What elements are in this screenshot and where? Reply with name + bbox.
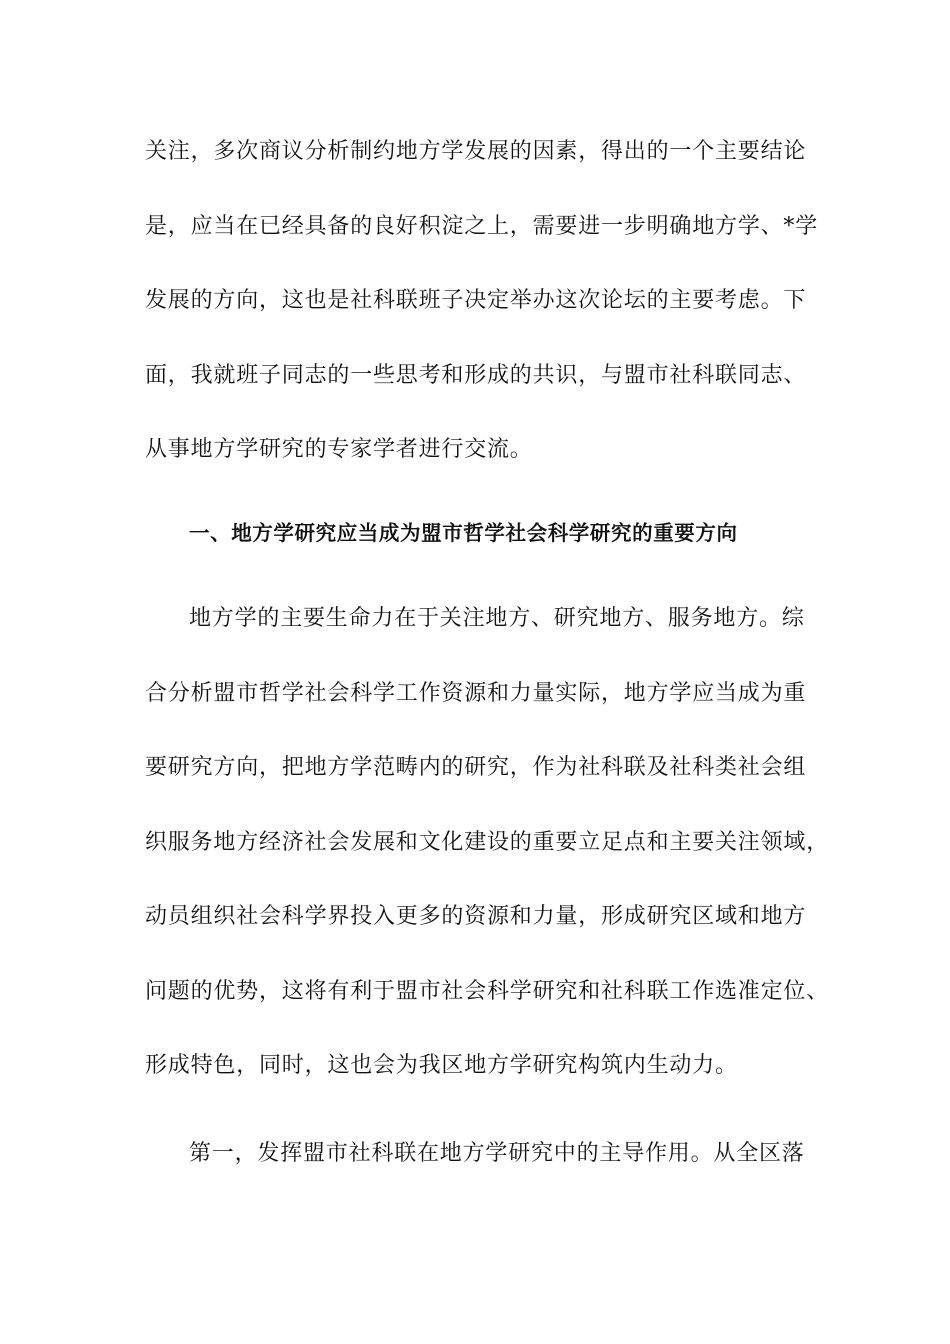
paragraph-1-line-5: 从事地方学研究的专家学者进行交流。 [145, 437, 533, 462]
paragraph-2-line-4: 织服务地方经济社会发展和文化建设的重要立足点和主要关注领域， [145, 830, 830, 855]
paragraph-2-line-2: 合分析盟市哲学社会科学工作资源和力量实际，地方学应当成为重 [145, 681, 807, 706]
paragraph-2-line-6: 问题的优势，这将有利于盟市社会科学研究和社科联工作选准定位、 [145, 979, 830, 1004]
paragraph-1-line-4: 面，我就班子同志的一些思考和形成的共识，与盟市社科联同志、 [145, 363, 807, 388]
paragraph-1-line-2: 是，应当在已经具备的良好积淀之上，需要进一步明确地方学、*学 [145, 214, 819, 239]
paragraph-2-line-7: 形成特色，同时，这也会为我区地方学研究构筑内生动力。 [145, 1053, 738, 1078]
paragraph-3-line-1: 第一，发挥盟市社科联在地方学研究中的主导作用。从全区落 [189, 1141, 805, 1166]
paragraph-2-line-5: 动员组织社会科学界投入更多的资源和力量，形成研究区域和地方 [145, 904, 807, 929]
paragraph-2-line-1: 地方学的主要生命力在于关注地方、研究地方、服务地方。综 [189, 606, 805, 631]
section-heading: 一、地方学研究应当成为盟市哲学社会科学研究的重要方向 [189, 521, 738, 545]
paragraph-2-line-3: 要研究方向，把地方学范畴内的研究，作为社科联及社科类社会组 [145, 755, 807, 780]
paragraph-1-line-3: 发展的方向，这也是社科联班子决定举办这次论坛的主要考虑。下 [145, 288, 807, 313]
paragraph-1-line-1: 关注，多次商议分析制约地方学发展的因素，得出的一个主要结论 [145, 139, 807, 164]
